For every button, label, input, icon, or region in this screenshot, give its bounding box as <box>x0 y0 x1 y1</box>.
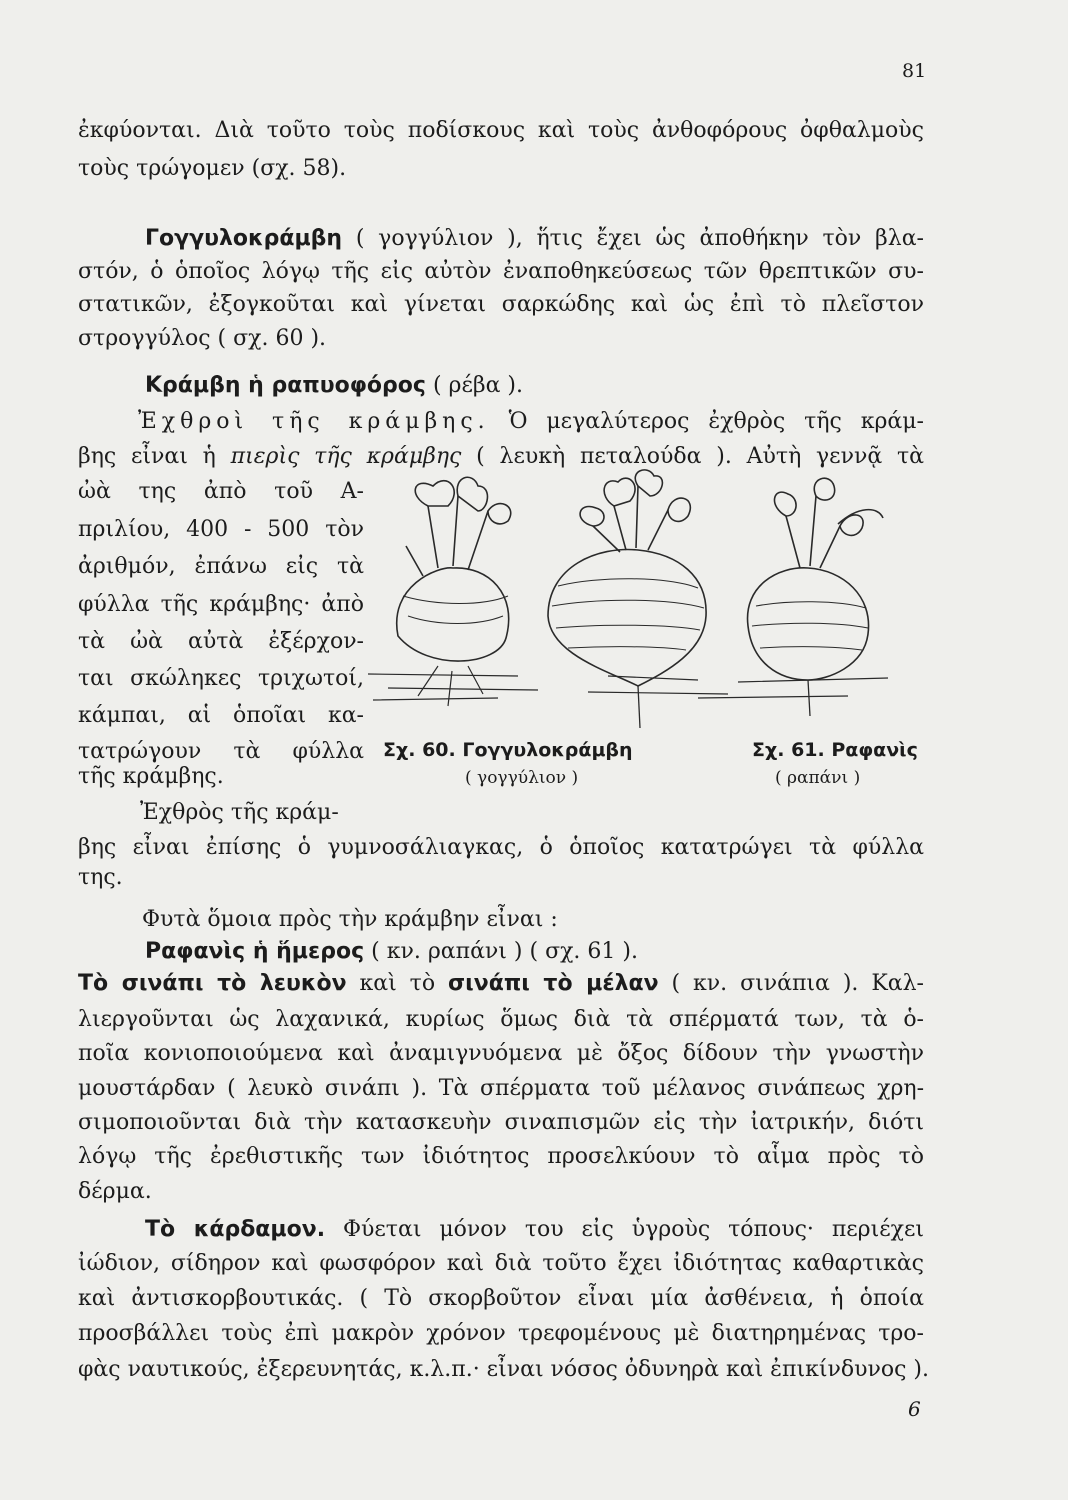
term-kohlrabi: Γογγυλοκράμβη <box>145 226 343 251</box>
paragraph-cress <box>145 1216 924 1244</box>
page-number: 81 <box>902 60 927 82</box>
text-line: τατρώγουν τὰ φύλλα <box>78 739 364 764</box>
text-line: της. <box>78 865 123 890</box>
text-span: ( λευκὴ πεταλούδα ). Αὐτὴ γεννᾷ τὰ <box>461 444 924 469</box>
paragraph-turnip <box>145 372 523 400</box>
term-white-mustard: Τὸ σινάπι τὸ λευκὸν <box>78 971 347 996</box>
text-line: προσβάλλει τοὺς ἐπὶ μακρὸν χρόνον τρεφομένους μὲ διατηρημένας τρο- <box>78 1321 924 1346</box>
text-line: τοὺς τρώγομεν (σχ. 58). <box>78 156 347 181</box>
sheet-number: 6 <box>908 1397 921 1421</box>
text-line: βης εἶναι ἐπίσης ὁ γυμνοσάλιαγκας, ὁ ὁποῖος κατατρώγει τὰ φύλλα <box>78 835 924 860</box>
term-radish: Ραφανὶς ἡ ἥμερος <box>145 939 365 964</box>
text-line: ἐκφύονται. Διὰ τοῦτο τοὺς ποδίσκους καὶ τοὺς ἀνθοφόρους ὀφθαλμοὺς <box>78 118 924 143</box>
paragraph-radish <box>145 938 638 966</box>
kohlrabi-drawing <box>397 477 511 706</box>
text-line: στόν, ὁ ὁποῖος λόγῳ τῆς εἰς αὐτὸν ἐναποθηκεύσεως τῶν θρεπτικῶν συ- <box>78 259 924 284</box>
figure-caption-61: Σχ. 61. Ραφανὶς <box>752 739 918 761</box>
text-line: ποῖα κονιοποιούμενα καὶ ἀναμιγνυόμενα μὲ ὄξος δίδουν τὴν γνωστὴν <box>78 1041 924 1066</box>
text-line: κάμπαι, αἱ ὁποῖαι κα- <box>78 703 364 728</box>
vegetable-illustration <box>368 466 928 732</box>
paragraph-enemies <box>138 408 924 436</box>
figure-subcaption-61: ( ραπάνι ) <box>775 768 861 788</box>
text-line: δέρμα. <box>78 1179 152 1204</box>
text-span: ( ρέβα ). <box>425 373 523 398</box>
text-line: στατικῶν, ἐξογκοῦται καὶ γίνεται σαρκώδης καὶ ὡς ἐπὶ τὸ πλεῖστον <box>78 292 924 317</box>
text-line: ἀριθμόν, ἐπάνω εἰς τὰ <box>78 554 364 579</box>
figure-caption-60: Σχ. 60. Γογγυλοκράμβη <box>383 739 633 761</box>
text-span: βης εἶναι ἡ <box>78 444 231 469</box>
term-turnip: Κράμβη ἡ ραπυοφόρος <box>145 373 426 398</box>
ground-lines <box>368 674 888 700</box>
text-line: πριλίου, 400 - 500 τὸν <box>78 517 364 542</box>
text-line: λόγῳ τῆς ἐρεθιστικῆς των ἰδιότητος προσελκύουν τὸ αἷμα πρὸς τὸ <box>78 1144 924 1169</box>
text-line: λιεργοῦνται ὡς λαχανικά, κυρίως ὅμως διὰ τὰ σπέρματά των, τὰ ὁ- <box>78 1007 924 1032</box>
paragraph-mustard <box>78 970 924 998</box>
text-line: ὠὰ της ἀπὸ τοῦ Α- <box>78 479 364 504</box>
text-line: ται σκώληκες τριχωτοί, <box>78 666 364 691</box>
text-span: Ὁ μεγαλύτερος ἐχθρὸς τῆς κράμ- <box>489 409 924 434</box>
text-line: τῆς κράμβης. <box>78 764 224 789</box>
section-heading-enemies: Ἐχθροὶ τῆς κράμβης. <box>138 409 490 434</box>
text-span: Φύεται μόνον του εἰς ὑγροὺς τόπους· περιέχει <box>325 1217 924 1242</box>
term-black-mustard: σινάπι τὸ μέλαν <box>448 971 659 996</box>
text-span: ( κν. σινάπια ). Καλ- <box>658 971 924 996</box>
text-span: καὶ τὸ <box>346 971 449 996</box>
text-line: φὰς ναυτικούς, ἐξερευνητάς, κ.λ.π.· εἶναι νόσος ὀδυνηρὰ καὶ ἐπικίνδυνος ). <box>78 1357 929 1382</box>
term-cress: Τὸ κάρδαμον. <box>145 1217 326 1242</box>
text-line: Φυτὰ ὅμοια πρὸς τὴν κράμβην εἶναι : <box>142 907 558 932</box>
text-line: Ἐχθρὸς τῆς κράμ- <box>140 800 339 825</box>
text-line: τὰ ὠὰ αὐτὰ ἐξέρχον- <box>78 629 364 654</box>
radish-drawing <box>748 478 883 716</box>
text-line: φύλλα τῆς κράμβης· ἀπὸ <box>78 592 364 617</box>
text-span: ( γογγύλιον ), ἥτις ἔχει ὡς ἀποθήκην τὸν βλα- <box>342 226 924 251</box>
text-line: σιμοποιοῦνται διὰ τὴν κατασκευὴν σιναπισμῶν εἰς τὴν ἰατρικήν, διότι <box>78 1110 924 1135</box>
paragraph-kohlrabi <box>145 225 924 253</box>
text-line: ἰώδιον, σίδηρον καὶ φωσφόρον καὶ διὰ τοῦτο ἔχει ἰδιότητας καθαρτικὰς <box>78 1251 924 1276</box>
figure-subcaption-60: ( γογγύλιον ) <box>465 768 579 788</box>
text-line: στρογγύλος ( σχ. 60 ). <box>78 326 327 351</box>
turnip-drawing <box>548 470 706 728</box>
text-span: ( κν. ραπάνι ) ( σχ. 61 ). <box>364 939 638 964</box>
term-pieris: πιερὶς τῆς κράμβης <box>230 444 462 469</box>
text-line: καὶ ἀντισκορβουτικάς. ( Τὸ σκορβοῦτον εἶναι μία ἀσθένεια, ἡ ὁποία <box>78 1286 924 1311</box>
text-line: μουστάρδαν ( λευκὸ σινάπι ). Τὰ σπέρματα τοῦ μέλανος σινάπεως χρη- <box>78 1076 924 1101</box>
